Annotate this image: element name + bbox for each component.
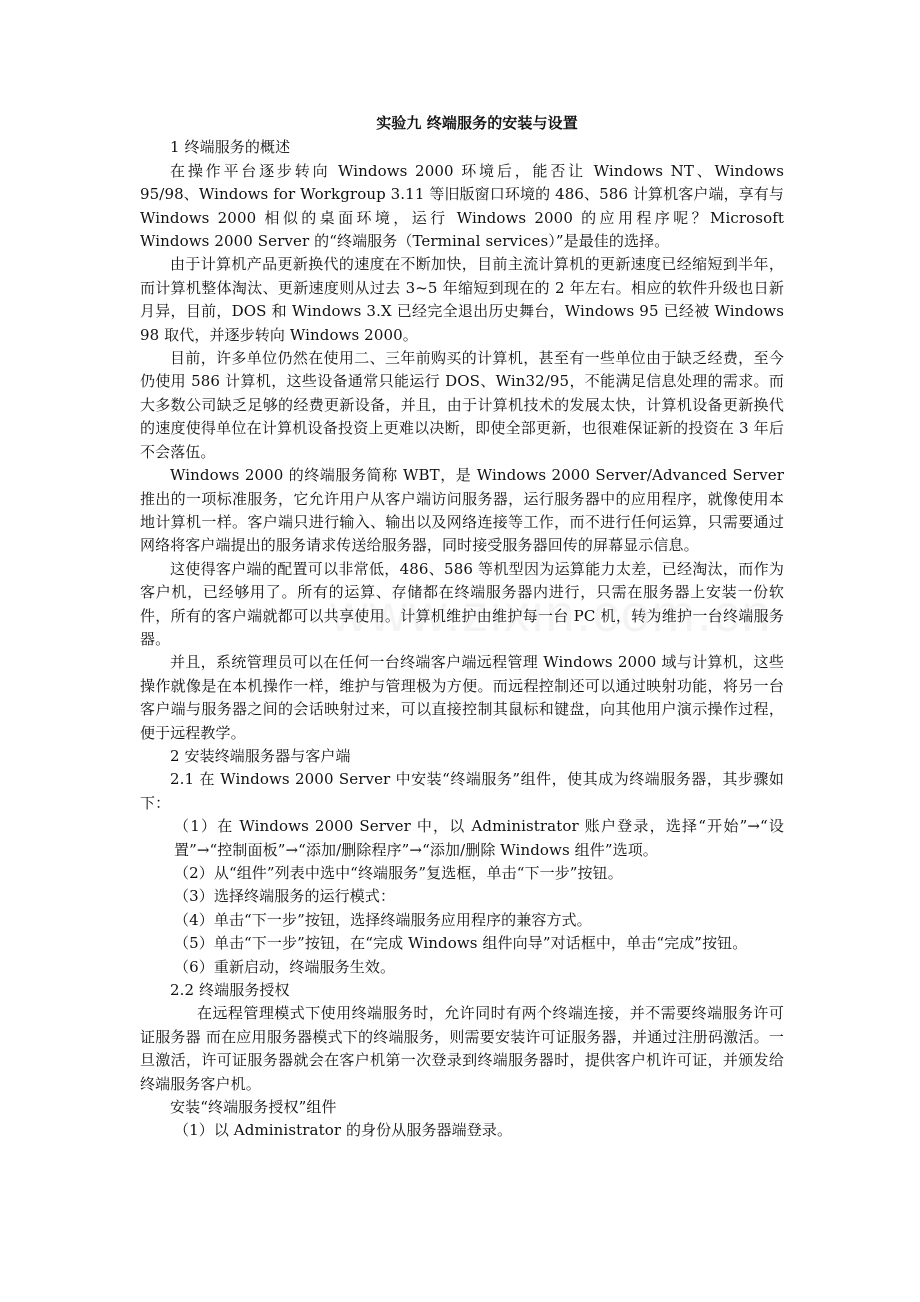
section-heading-overview: 1 终端服务的概述	[170, 138, 291, 157]
install-step-2: （2）从“组件”列表中选中“终端服务”复选框，单击“下一步”按钮。	[174, 864, 623, 882]
subheading-install-licensing: 安装“终端服务授权”组件	[170, 1098, 337, 1117]
install-step-5: （5）单击“下一步”按钮，在“完成 Windows 组件向导”对话框中，单击“完成”按钮。	[174, 934, 748, 953]
document-page	[140, 112, 784, 1143]
install-step-1: （1）在 Windows 2000 Server 中，以 Administrator 账户登录，选择“开始”→“设置”→“控制面板”→“添加/删除程序”→“添加/删除 Windows 组件”选项。	[174, 817, 784, 859]
install-step-4: （4）单击“下一步”按钮，选择终端服务应用程序的兼容方式。	[174, 910, 592, 929]
licensing-step-1: （1）以 Administrator 的身份从服务器端登录。	[174, 1121, 513, 1140]
paragraph-update-speed: 由于计算机产品更新换代的速度在不断加快，目前主流计算机的更新速度已经缩短到半年，而计算机整体淘汰、更新速度则从过去 3~5 年缩短到现在的 2 年左右。相应的软件升级也日新月异，目前，DOS 和 Windows 3.X 已经完全退出历史舞台，Windows 95 已经被 Windows 98 取代，并逐步转向 Windows 2000。	[140, 255, 784, 344]
paragraph-client-config: 这使得客户端的配置可以非常低，486、586 等机型因为运算能力太差，已经淘汰，而作为客户机，已经够用了。所有的运算、存储都在终端服务器内进行，只需在服务器上安装一份软件，所有的客户端就都可以共享使用。计算机维护由维护每一台 PC 机，转为维护一台终端服务器。	[140, 559, 784, 648]
section-heading-licensing: 2.2 终端服务授权	[170, 981, 290, 1000]
install-step-3: （3）选择终端服务的运行模式：	[174, 887, 396, 906]
paragraph-install-2-1: 2.1 在 Windows 2000 Server 中安装“终端服务”组件，使其成为终端服务器，其步骤如下：	[140, 770, 784, 812]
document-title: 实验九 终端服务的安装与设置	[376, 114, 578, 132]
paragraph-intro: 在操作平台逐步转向 Windows 2000 环境后，能否让 Windows NT、Windows 95/98、Windows for Workgroup 3.11 等旧版窗口环境的 486、586 计算机客户端，享有与 Windows 2000 相似的桌面环境，运行 Windows 2000 的应用程序呢？Microsoft Windows 2000 Server 的“终端服务（Terminal services）”是最佳的选择。	[140, 161, 784, 251]
install-step-6: （6）重新启动，终端服务生效。	[174, 957, 396, 976]
paragraph-wbt: Windows 2000 的终端服务简称 WBT，是 Windows 2000 Server/Advanced Server 推出的一项标准服务，它允许用户从客户端访问服务器，运行服务器中的应用程序，就像使用本地计算机一样。客户端只进行输入、输出以及网络连接等工作，而不进行任何运算，只需要通过网络将客户端提出的服务请求传送给服务器，同时接受服务器回传的屏幕显示信息。	[140, 466, 784, 555]
paragraph-remote-admin: 并且，系统管理员可以在任何一台终端客户端远程管理 Windows 2000 域与计算机，这些操作就像是在本机操作一样，维护与管理极为方便。而远程控制还可以通过映射功能，将另一台客户端与服务器之间的会话映射过来，可以直接控制其鼠标和键盘，向其他用户演示操作过程，便于远程教学。	[140, 653, 784, 742]
section-heading-install: 2 安装终端服务器与客户端	[170, 746, 351, 765]
paragraph-old-computers: 目前，许多单位仍然在使用二、三年前购买的计算机，甚至有一些单位由于缺乏经费，至今仍使用 586 计算机，这些设备通常只能运行 DOS、Win32/95，不能满足信息处理的需求。而大多数公司缺乏足够的经费更新设备，并且，由于计算机技术的发展太快，计算机设备更新换代的速度使得单位在计算机设备投资上更难以决断，即使全部更新，也很难保证新的投资在 3 年后不会落伍。	[140, 349, 784, 461]
paragraph-licensing: 在远程管理模式下使用终端服务时，允许同时有两个终端连接，并不需要终端服务许可证服务器 而在应用服务器模式下的终端服务，则需要安装许可证服务器，并通过注册码激活。一旦激活，许可证服务器就会在客户机第一次登录到终端服务器时，提供客户机许可证，并颁发给终端服务客户机。	[140, 1004, 784, 1093]
